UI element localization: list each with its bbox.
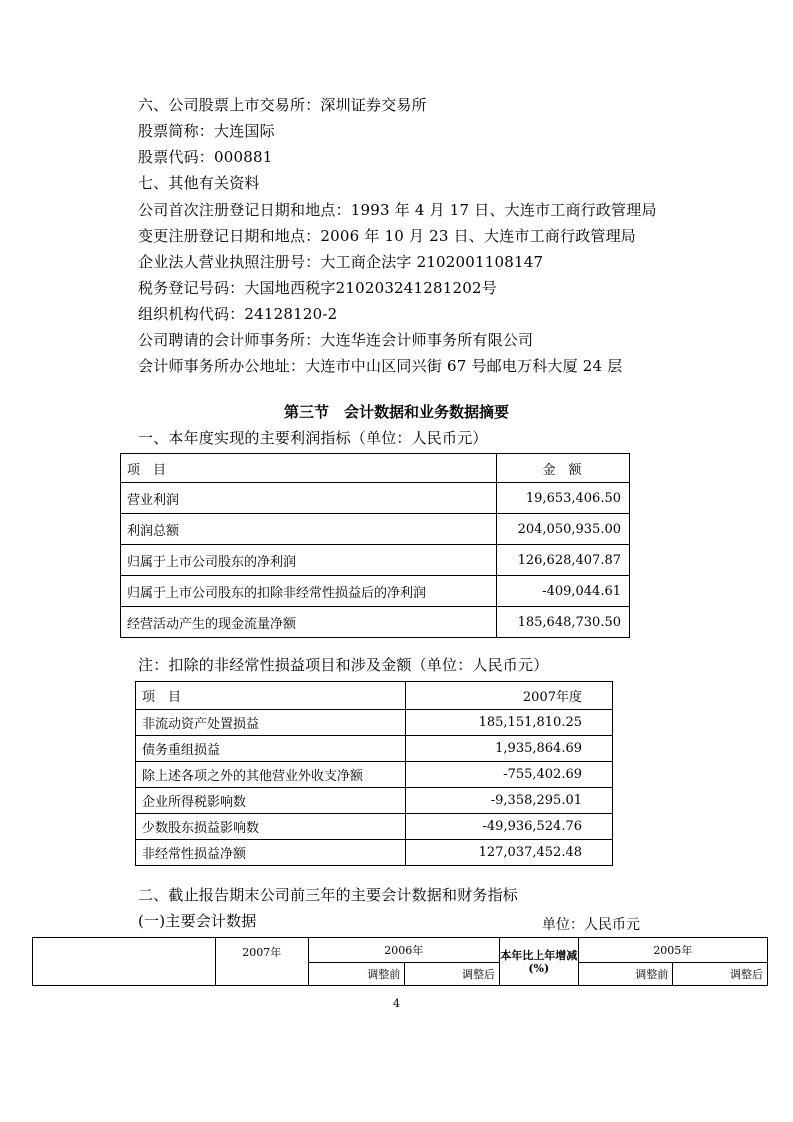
nonrecurring-amount: -49,936,524.76 bbox=[406, 814, 613, 840]
table-row bbox=[121, 607, 630, 638]
table-row bbox=[136, 788, 613, 814]
nonrecurring-item: 债务重组损益 bbox=[136, 736, 406, 762]
profit-item: 归属于上市公司股东的净利润 bbox=[121, 545, 497, 576]
nonrecurring-amount: 1,935,864.69 bbox=[406, 736, 613, 762]
auditor: 公司聘请的会计师事务所：大连华连会计师事务所有限公司 bbox=[138, 331, 534, 349]
nonrecurring-header-item: 项 目 bbox=[136, 682, 406, 710]
table-row bbox=[121, 576, 630, 607]
three-year-subheading: (一)主要会计数据 bbox=[138, 912, 257, 930]
profit-item: 经营活动产生的现金流量净额 bbox=[121, 607, 497, 638]
table-row bbox=[136, 710, 613, 736]
exchange-line: 六、公司股票上市交易所：深圳证券交易所 bbox=[138, 96, 427, 114]
nonrecurring-amount: -9,358,295.01 bbox=[406, 788, 613, 814]
change-registration: 变更注册登记日期和地点：2006 年 10 月 23 日、大连市工商行政管理局 bbox=[138, 227, 636, 245]
col-2007: 2007年 bbox=[215, 938, 308, 986]
profit-amount: -409,044.61 bbox=[497, 576, 630, 607]
license-number: 企业法人营业执照注册号：大工商企法字 2102001108147 bbox=[138, 253, 544, 271]
profit-amount: 185,648,730.50 bbox=[497, 607, 630, 638]
nonrecurring-note: 注：扣除的非经常性损益项目和涉及金额（单位：人民币元） bbox=[138, 656, 549, 674]
col-change: 本年比上年增减(%) bbox=[499, 938, 578, 986]
table-row bbox=[136, 736, 613, 762]
nonrecurring-table bbox=[135, 681, 613, 866]
three-year-heading: 二、截止报告期末公司前三年的主要会计数据和财务指标 bbox=[138, 886, 519, 904]
col-2005-before: 调整前 bbox=[578, 963, 673, 986]
profit-amount: 19,653,406.50 bbox=[497, 483, 630, 514]
nonrecurring-amount: 185,151,810.25 bbox=[406, 710, 613, 736]
tax-number: 税务登记号码：大国地西税字210203241281202号 bbox=[138, 279, 497, 297]
table-row bbox=[121, 514, 630, 545]
nonrecurring-item: 除上述各项之外的其他营业外收支净额 bbox=[136, 762, 406, 788]
col-2006: 2006年 bbox=[308, 938, 499, 963]
profit-header-item: 项 目 bbox=[121, 454, 497, 483]
unit-label: 单位：人民币元 bbox=[542, 917, 640, 933]
profit-amount: 126,628,407.87 bbox=[497, 545, 630, 576]
col-2006-after: 调整后 bbox=[405, 963, 500, 986]
table-row bbox=[121, 483, 630, 514]
nonrecurring-item: 企业所得税影响数 bbox=[136, 788, 406, 814]
profit-amount: 204,050,935.00 bbox=[497, 514, 630, 545]
table-row bbox=[136, 840, 613, 866]
stock-code: 股票代码：000881 bbox=[138, 148, 273, 166]
nonrecurring-amount: -755,402.69 bbox=[406, 762, 613, 788]
table-row bbox=[121, 545, 630, 576]
col-2005-after: 调整后 bbox=[673, 963, 768, 986]
profit-subheading: 一、本年度实现的主要利润指标（单位：人民币元） bbox=[138, 429, 488, 447]
profit-table bbox=[120, 453, 630, 638]
page-number: 4 bbox=[393, 997, 400, 1010]
nonrecurring-item: 少数股东损益影响数 bbox=[136, 814, 406, 840]
table-row bbox=[136, 762, 613, 788]
col-2005: 2005年 bbox=[578, 938, 767, 963]
nonrecurring-item: 非流动资产处置损益 bbox=[136, 710, 406, 736]
org-code: 组织机构代码：24128120-2 bbox=[138, 305, 338, 323]
profit-item: 归属于上市公司股东的扣除非经常性损益后的净利润 bbox=[121, 576, 497, 607]
profit-item: 营业利润 bbox=[121, 483, 497, 514]
three-year-table bbox=[32, 937, 768, 986]
profit-item: 利润总额 bbox=[121, 514, 497, 545]
section-title: 第三节 会计数据和业务数据摘要 bbox=[283, 403, 509, 421]
nonrecurring-item: 非经常性损益净额 bbox=[136, 840, 406, 866]
col-2006-before: 调整前 bbox=[308, 963, 405, 986]
first-registration: 公司首次注册登记日期和地点：1993 年 4 月 17 日、大连市工商行政管理局 bbox=[138, 201, 657, 219]
table-row bbox=[136, 814, 613, 840]
nonrecurring-header-year: 2007年度 bbox=[406, 682, 613, 710]
profit-header-amount: 金 额 bbox=[497, 454, 630, 483]
stock-short-name: 股票简称：大连国际 bbox=[138, 122, 275, 140]
auditor-address: 会计师事务所办公地址：大连市中山区同兴街 67 号邮电万科大厦 24 层 bbox=[138, 357, 623, 375]
nonrecurring-amount: 127,037,452.48 bbox=[406, 840, 613, 866]
other-info-heading: 七、其他有关资料 bbox=[138, 174, 260, 192]
blank-cell bbox=[33, 938, 216, 986]
